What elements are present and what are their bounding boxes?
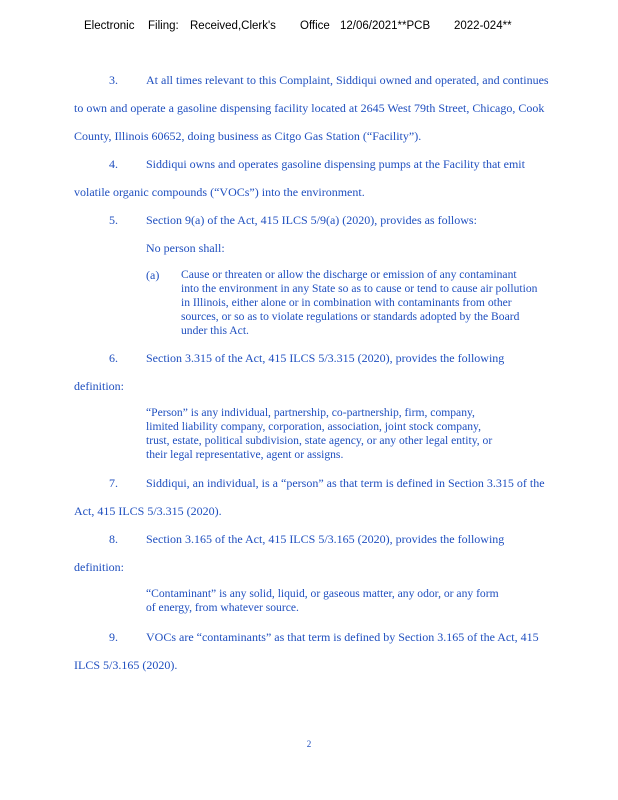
paragraph-number: 3. bbox=[109, 73, 118, 87]
paragraph-7-line-1: Siddiqui, an individual, is a “person” as that term is defined in Section 3.315 of the bbox=[146, 476, 545, 490]
page-number: 2 bbox=[306, 739, 312, 749]
quote-line: trust, estate, political subdivision, state agency, or any other legal entity, or bbox=[146, 434, 493, 447]
paragraph-8-line-2: definition: bbox=[74, 560, 124, 574]
paragraph-number: 8. bbox=[109, 532, 118, 546]
paragraph-number: 9. bbox=[109, 630, 118, 644]
paragraph-3-line-1: At all times relevant to this Complaint, Siddiqui owned and operated, and continues bbox=[146, 73, 549, 87]
header-date: 12/06/2021**PCB bbox=[340, 20, 431, 32]
quote-line: Cause or threaten or allow the discharge or emission of any contaminant bbox=[181, 268, 517, 281]
paragraph-3-line-2: to own and operate a gasoline dispensing facility located at 2645 West 79th Street, Chicago, Cook bbox=[74, 101, 545, 115]
paragraph-6-line-2: definition: bbox=[74, 379, 124, 393]
header-docket: 2022-024** bbox=[454, 20, 512, 32]
paragraph-4-line-2: volatile organic compounds (“VOCs”) into the environment. bbox=[74, 185, 365, 199]
paragraph-9-line-2: ILCS 5/3.165 (2020). bbox=[74, 658, 178, 672]
paragraph-3-line-3: County, Illinois 60652, doing business as Citgo Gas Station (“Facility”). bbox=[74, 129, 422, 143]
definition-block-quote bbox=[146, 406, 492, 462]
paragraph-number: 4. bbox=[109, 157, 118, 171]
quote-line: limited liability company, corporation, association, joint stock company, bbox=[146, 420, 481, 433]
definition-block-quote bbox=[146, 587, 499, 615]
quote-line: “Contaminant” is any solid, liquid, or gaseous matter, any odor, or any form bbox=[146, 587, 499, 600]
quote-line: their legal representative, agent or assigns. bbox=[146, 448, 344, 461]
paragraph-4-line-1: Siddiqui owns and operates gasoline dispensing pumps at the Facility that emit bbox=[146, 157, 525, 171]
quote-line: of energy, from whatever source. bbox=[146, 601, 299, 614]
statute-subsection-label: (a) bbox=[146, 268, 160, 282]
statute-block-quote bbox=[181, 268, 537, 338]
quote-line: “Person” is any individual, partnership, co-partnership, firm, company, bbox=[146, 406, 475, 419]
quote-line: into the environment in any State so as to cause or tend to cause air pollution bbox=[181, 282, 538, 295]
paragraph-number: 5. bbox=[109, 213, 118, 227]
paragraph-6-line-1: Section 3.315 of the Act, 415 ILCS 5/3.315 (2020), provides the following bbox=[146, 351, 505, 365]
quote-line: sources, or so as to violate regulations or standards adopted by the Board bbox=[181, 310, 520, 323]
paragraph-8-line-1: Section 3.165 of the Act, 415 ILCS 5/3.165 (2020), provides the following bbox=[146, 532, 505, 546]
quote-line: in Illinois, either alone or in combination with contaminants from other bbox=[181, 296, 512, 309]
quote-line: under this Act. bbox=[181, 324, 249, 337]
paragraph-number: 6. bbox=[109, 351, 118, 365]
header-electronic: Electronic bbox=[84, 20, 135, 32]
paragraph-7-line-2: Act, 415 ILCS 5/3.315 (2020). bbox=[74, 504, 222, 518]
header-filing: Filing: bbox=[148, 20, 179, 32]
header-received: Received,Clerk's bbox=[190, 20, 276, 32]
header-office: Office bbox=[300, 20, 330, 32]
paragraph-5-line-1: Section 9(a) of the Act, 415 ILCS 5/9(a) (2020), provides as follows: bbox=[146, 213, 477, 227]
paragraph-9-line-1: VOCs are “contaminants” as that term is defined by Section 3.165 of the Act, 415 bbox=[146, 630, 539, 644]
paragraph-number: 7. bbox=[109, 476, 118, 490]
statute-intro: No person shall: bbox=[146, 241, 225, 255]
